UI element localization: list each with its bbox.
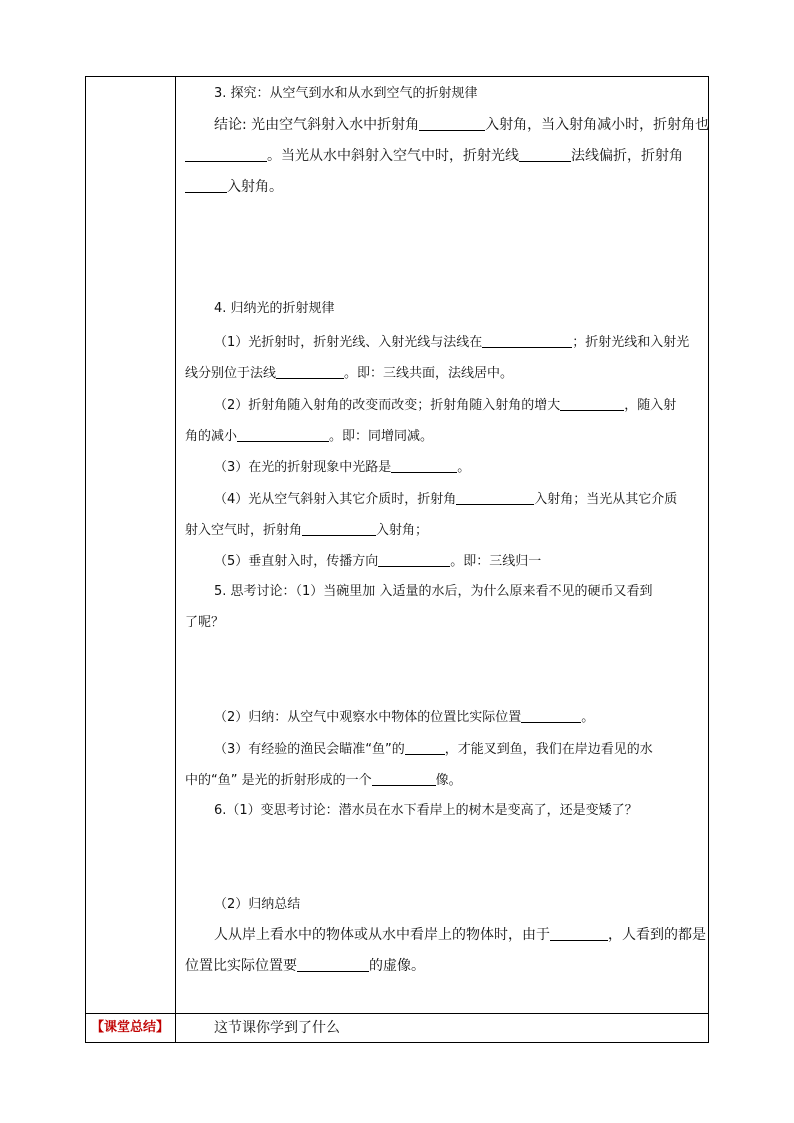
answer-blank[interactable] [372, 771, 436, 786]
text: 。即：三线共面，法线居中。 [344, 366, 514, 381]
answer-blank[interactable] [297, 957, 369, 972]
section3-line3 [185, 178, 283, 196]
text: 的虚像。 [369, 958, 425, 974]
section3-line2 [185, 147, 683, 165]
answer-blank[interactable] [456, 490, 534, 505]
column-divider [175, 76, 176, 1043]
section4-p2 [214, 396, 676, 415]
answer-blank[interactable] [482, 333, 572, 348]
text: （3）在光的折射现象中光路是 [214, 460, 392, 475]
text: 。即：同增同减。 [329, 429, 434, 444]
text: 中的“鱼” 是光的折射形成的一个 [185, 773, 372, 788]
section6-s2 [185, 957, 425, 975]
section3-title: 3. 探究：从空气到水和从水到空气的折射规律 [214, 86, 478, 101]
text: 。即：三线归一 [450, 554, 542, 569]
text: ，随入射 [624, 398, 677, 413]
answer-blank[interactable] [378, 552, 450, 567]
section5-q2 [214, 708, 594, 727]
answer-blank[interactable] [276, 364, 344, 379]
section4-p5 [214, 552, 541, 571]
text: 法线偏折，折射角 [571, 148, 683, 164]
row-divider [85, 1013, 709, 1014]
text: 入射角；当光从其它介质 [534, 492, 678, 507]
answer-blank[interactable] [560, 396, 624, 411]
section4-p1-cont [185, 364, 513, 383]
section4-p3 [214, 458, 470, 477]
section5-q1: 5. 思考讨论：（1）当碗里加 入适量的水后，为什么原来看不见的硬币又看到 [214, 584, 653, 599]
text: （4）光从空气斜射入其它介质时，折射角 [214, 492, 457, 507]
section4-p4 [214, 490, 677, 509]
section5-q1-cont: 了呢？ [185, 615, 225, 630]
answer-blank[interactable] [391, 458, 457, 473]
text: 。 [457, 460, 471, 475]
text: 入射角，当入射角减小时，折射角也 [485, 117, 710, 133]
section4-title: 4. 归纳光的折射规律 [214, 301, 335, 316]
section4-p2-cont [185, 427, 433, 446]
text: ；折射光线和入射光 [572, 335, 690, 350]
text: 。当光从水中斜射入空气中时，折射光线 [267, 148, 519, 164]
answer-blank[interactable] [302, 521, 376, 536]
answer-blank[interactable] [185, 178, 227, 193]
text: （2）折射角随入射角的改变而改变；折射角随入射角的增大 [214, 398, 561, 413]
text: ，人看到的都是 [608, 927, 706, 943]
section3-line1 [214, 116, 709, 134]
answer-blank[interactable] [185, 147, 267, 162]
text: 。 [581, 710, 595, 725]
text: （3）有经验的渔民会瞄准“鱼”的 [214, 742, 405, 757]
section6-s1 [214, 926, 706, 944]
answer-blank[interactable] [519, 147, 571, 162]
text: 位置比实际位置要 [185, 958, 297, 974]
text: 射入空气时，折射角 [185, 523, 303, 538]
text: 线分别位于法线 [185, 366, 277, 381]
text: 角的减小 [185, 429, 238, 444]
answer-blank[interactable] [550, 926, 608, 941]
text: （1）光折射时，折射光线、入射光线与法线在 [214, 335, 483, 350]
section4-p1 [214, 333, 689, 352]
section5-q3 [214, 740, 653, 759]
summary-text: 这节课你学到了什么 [214, 1020, 340, 1036]
text: 结论: 光由空气斜射入水中折射角 [214, 117, 420, 133]
section6-q2: （2）归纳总结 [214, 897, 301, 912]
text: ，才能叉到鱼，我们在岸边看见的水 [444, 742, 653, 757]
answer-blank[interactable] [521, 708, 581, 723]
section4-p4-cont [185, 521, 428, 540]
section5-q3-cont [185, 771, 462, 790]
section6-q1: 6.（1）变思考讨论：潜水员在水下看岸上的树木是变高了，还是变矮了？ [214, 803, 638, 818]
answer-blank[interactable] [237, 427, 329, 442]
text: （5）垂直射入时，传播方向 [214, 554, 379, 569]
text: 人从岸上看水中的物体或从水中看岸上的物体时，由于 [214, 927, 550, 943]
text: 像。 [435, 773, 462, 788]
answer-blank[interactable] [419, 116, 485, 131]
answer-blank[interactable] [405, 740, 445, 755]
text: （2）归纳：从空气中观察水中物体的位置比实际位置 [214, 710, 522, 725]
summary-label: 【课堂总结】 [90, 1020, 169, 1035]
text: 入射角； [376, 523, 429, 538]
text: 入射角。 [227, 179, 283, 195]
